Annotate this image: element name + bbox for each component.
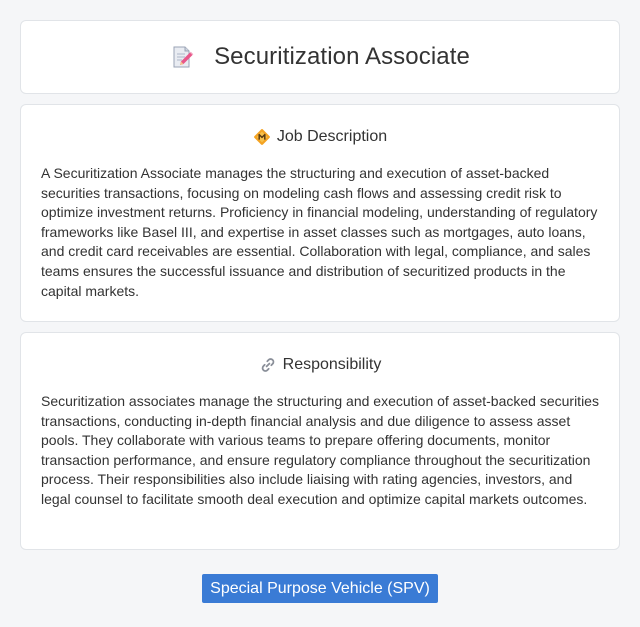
responsibility-header bbox=[21, 353, 619, 377]
tag-row bbox=[0, 574, 640, 603]
link-icon bbox=[259, 356, 277, 374]
memo-pencil-icon bbox=[170, 45, 194, 69]
page-title: Securitization Associate bbox=[214, 43, 470, 70]
job-description-header bbox=[21, 125, 619, 149]
diamond-badge-icon bbox=[253, 128, 271, 146]
job-description-heading: Job Description bbox=[276, 128, 388, 145]
title-card bbox=[20, 20, 620, 94]
job-description-card bbox=[20, 104, 620, 322]
responsibility-heading: Responsibility bbox=[282, 356, 382, 373]
job-description-text: A Securitization Associate manages the structuring and execution of asset-backed securities transactions, focusing on modeling cash flows and assessing credit risk to optimize investment returns. Proficiency in financial modeling, understanding of regulatory frameworks like Basel III, and expertise in asset classes such as mortgages, auto loans, and credit card receivables are essential. Collaboration with legal, compliance, and sales teams ensures the successful issuance and distribution of securitized products in the capital markets. bbox=[41, 165, 598, 299]
responsibility-card bbox=[20, 332, 620, 550]
responsibility-text: Securitization associates manage the structuring and execution of asset-backed securities transactions, conducting in-depth financial analysis and due diligence to assess asset pools. They collaborate with various teams to prepare offering documents, monitor transaction performance, and ensure regulatory compliance throughout the securitization process. Their responsibilities also include liaising with rating agencies, investors, and legal counsel to facilitate smooth deal execution and optimize capital markets outcomes. bbox=[41, 393, 599, 507]
spv-tag-link[interactable]: Special Purpose Vehicle (SPV) bbox=[202, 574, 438, 603]
